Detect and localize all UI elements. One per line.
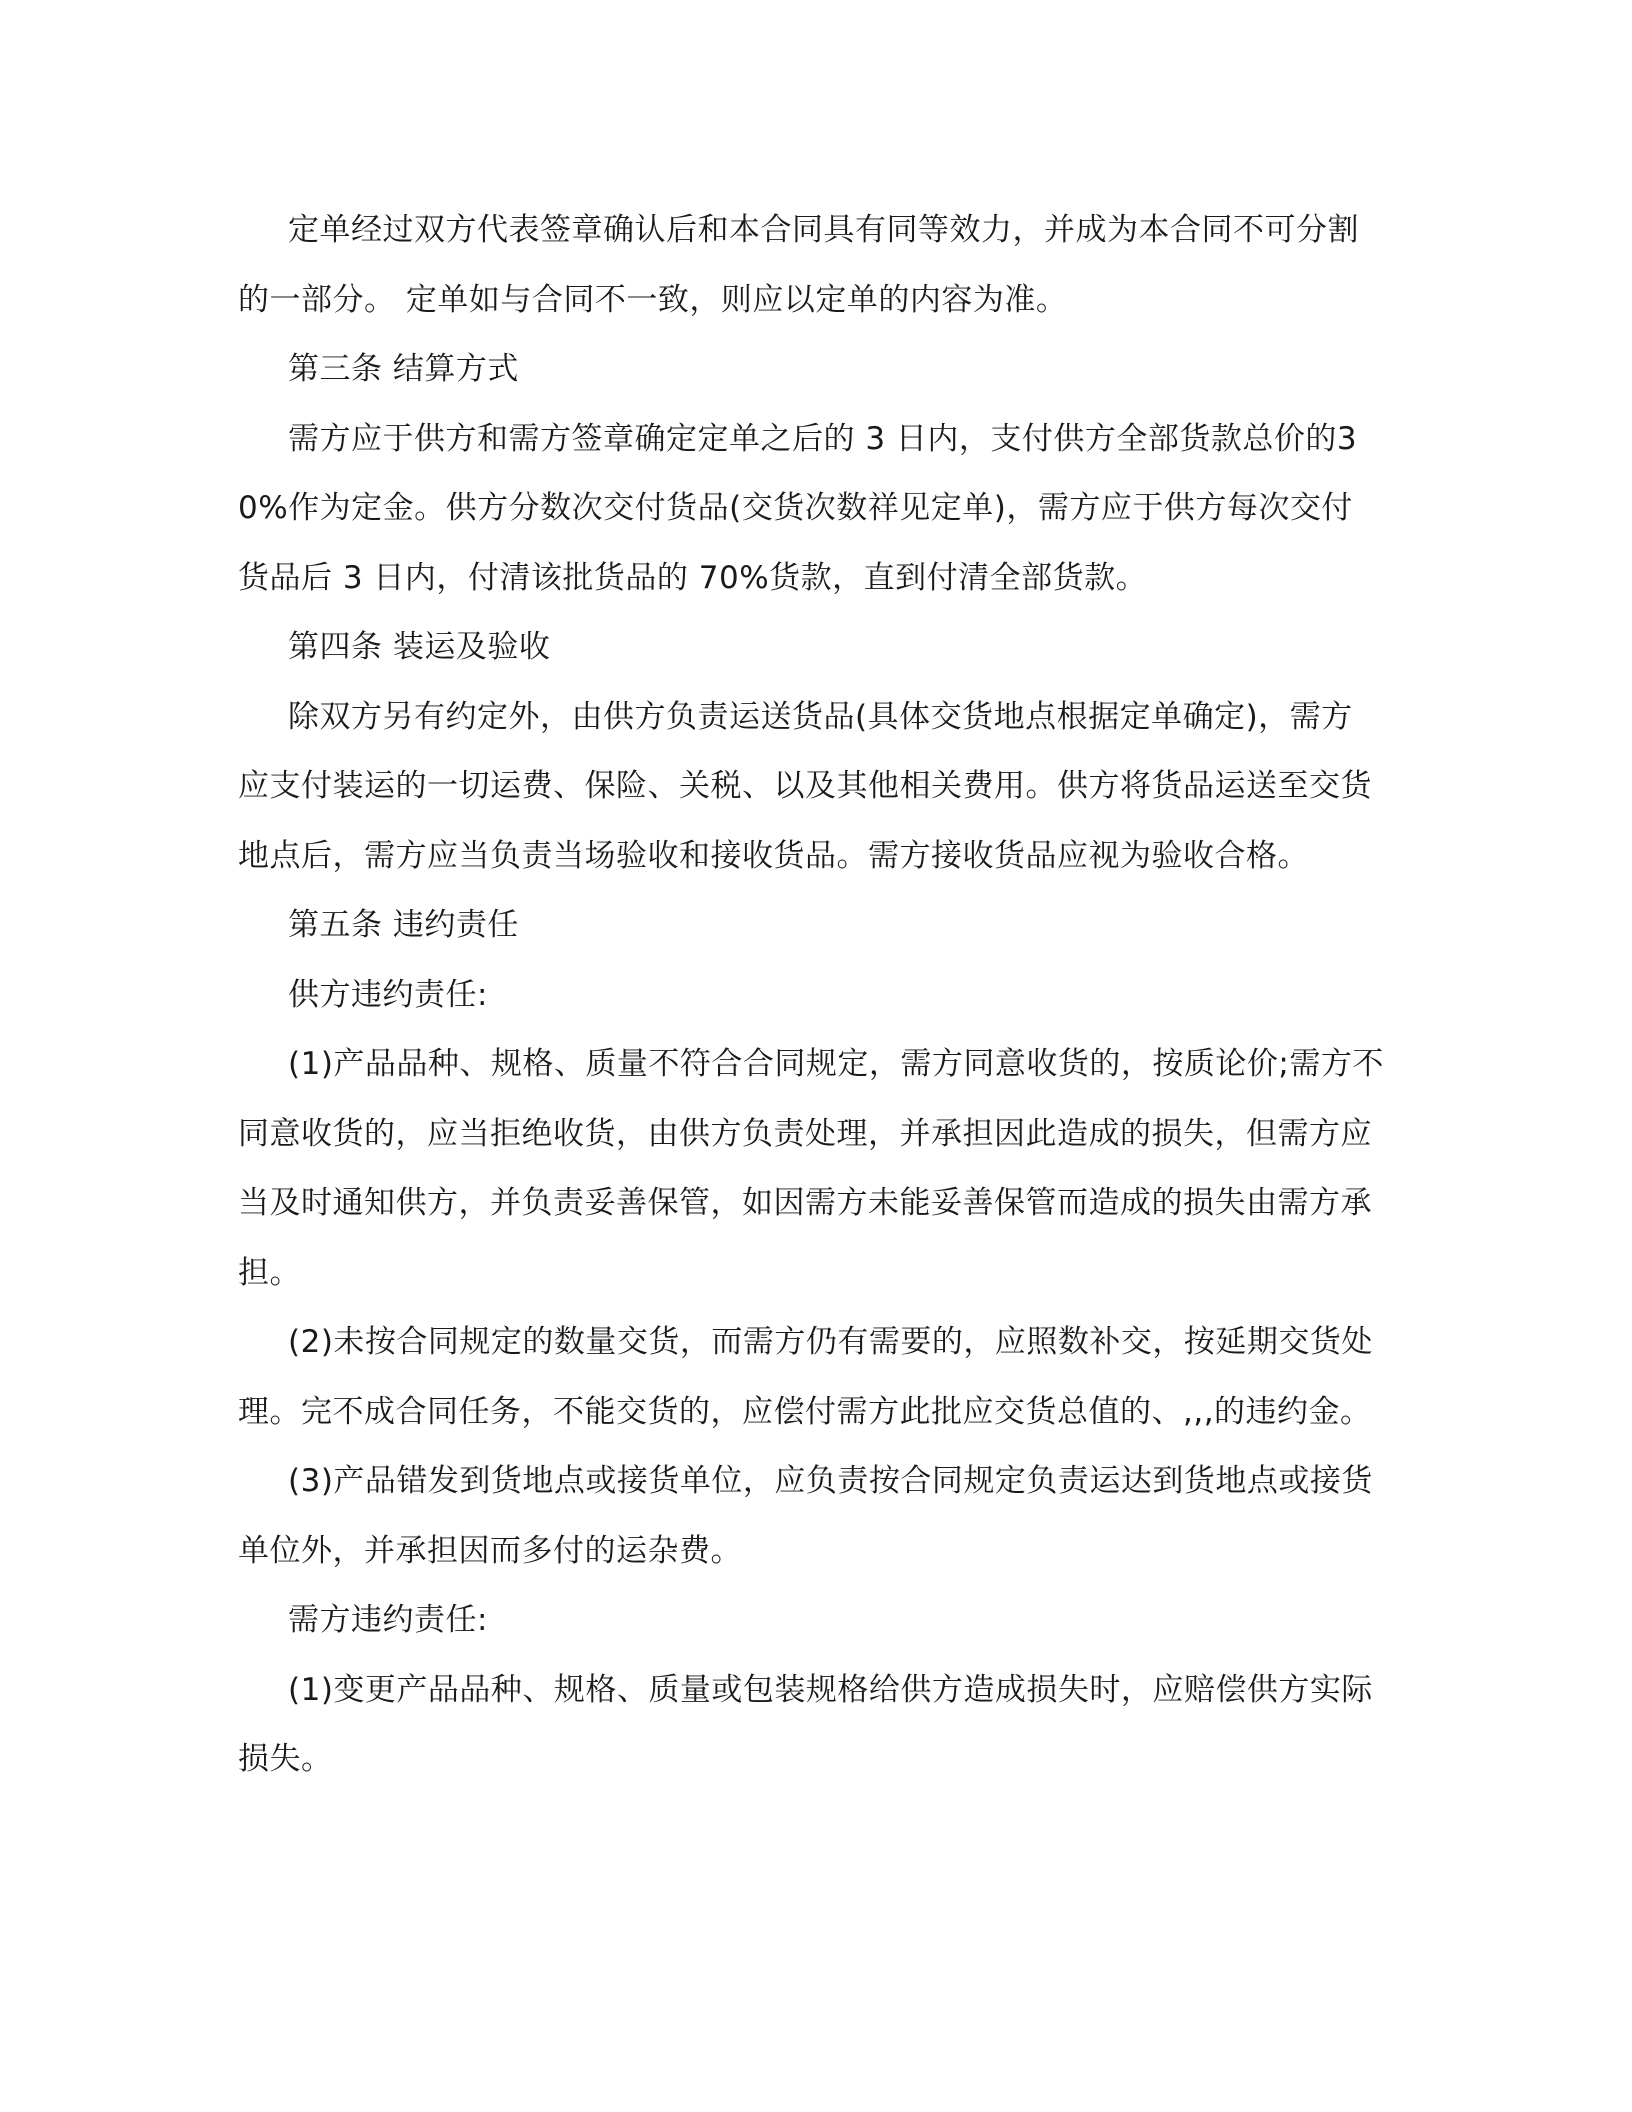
heading-article-4: 第四条 装运及验收: [288, 629, 551, 665]
paragraph-shipping: 除双方另有约定外，由供方负责运送货品(具体交货地点根据定单确定)，需方应支付装运的一切运费、保险、关税、以及其他相关费用。供方将货品运送至交货地点后，需方应当负责当场验收和接收货品。需方接收货品应视为验收合格。: [238, 698, 1372, 874]
paragraph-settlement: 需方应于供方和需方签章确定定单之后的 3 日内，支付供方全部货款总价的30%作为定金。供方分数次交付货品(交货次数祥见定单)，需方应于供方每次交付货品后 3 日内，付清该批货品的 70%货款，直到付清全部货款。: [238, 420, 1358, 596]
paragraph-supplier-item-2: (2)未按合同规定的数量交货，而需方仍有需要的，应照数补交，按延期交货处理。完不成合同任务，不能交货的，应偿付需方此批应交货总值的、,,,的违约金。: [238, 1324, 1373, 1430]
paragraph-order-effect: 定单经过双方代表签章确认后和本合同具有同等效力，并成为本合同不可分割: [288, 212, 1359, 248]
paragraph-supplier-item-3: (3)产品错发到货地点或接货单位，应负责按合同规定负责运达到货地点或接货单位外，并承担因而多付的运杂费。: [238, 1463, 1373, 1569]
subheading-supplier-liability: 供方违约责任:: [288, 976, 488, 1013]
heading-article-5: 第五条 违约责任: [288, 907, 519, 943]
paragraph-order-precedence: 的一部分。 定单如与合同不一致，则应以定单的内容为准。: [238, 281, 1068, 318]
document-body: [238, 196, 1384, 1795]
paragraph-supplier-item-1: (1)产品品种、规格、质量不符合合同规定，需方同意收货的，按质论价;需方不同意收货的，应当拒绝收货，由供方负责处理，并承担因此造成的损失，但需方应当及时通知供方，并负责妥善保管，如因需方未能妥善保管而造成的损失由需方承担。: [238, 1046, 1384, 1291]
subheading-buyer-liability: 需方违约责任:: [288, 1602, 488, 1638]
heading-article-3: 第三条 结算方式: [288, 351, 519, 387]
paragraph-buyer-item-1: (1)变更产品品种、规格、质量或包装规格给供方造成损失时，应赔偿供方实际损失。: [238, 1671, 1373, 1777]
